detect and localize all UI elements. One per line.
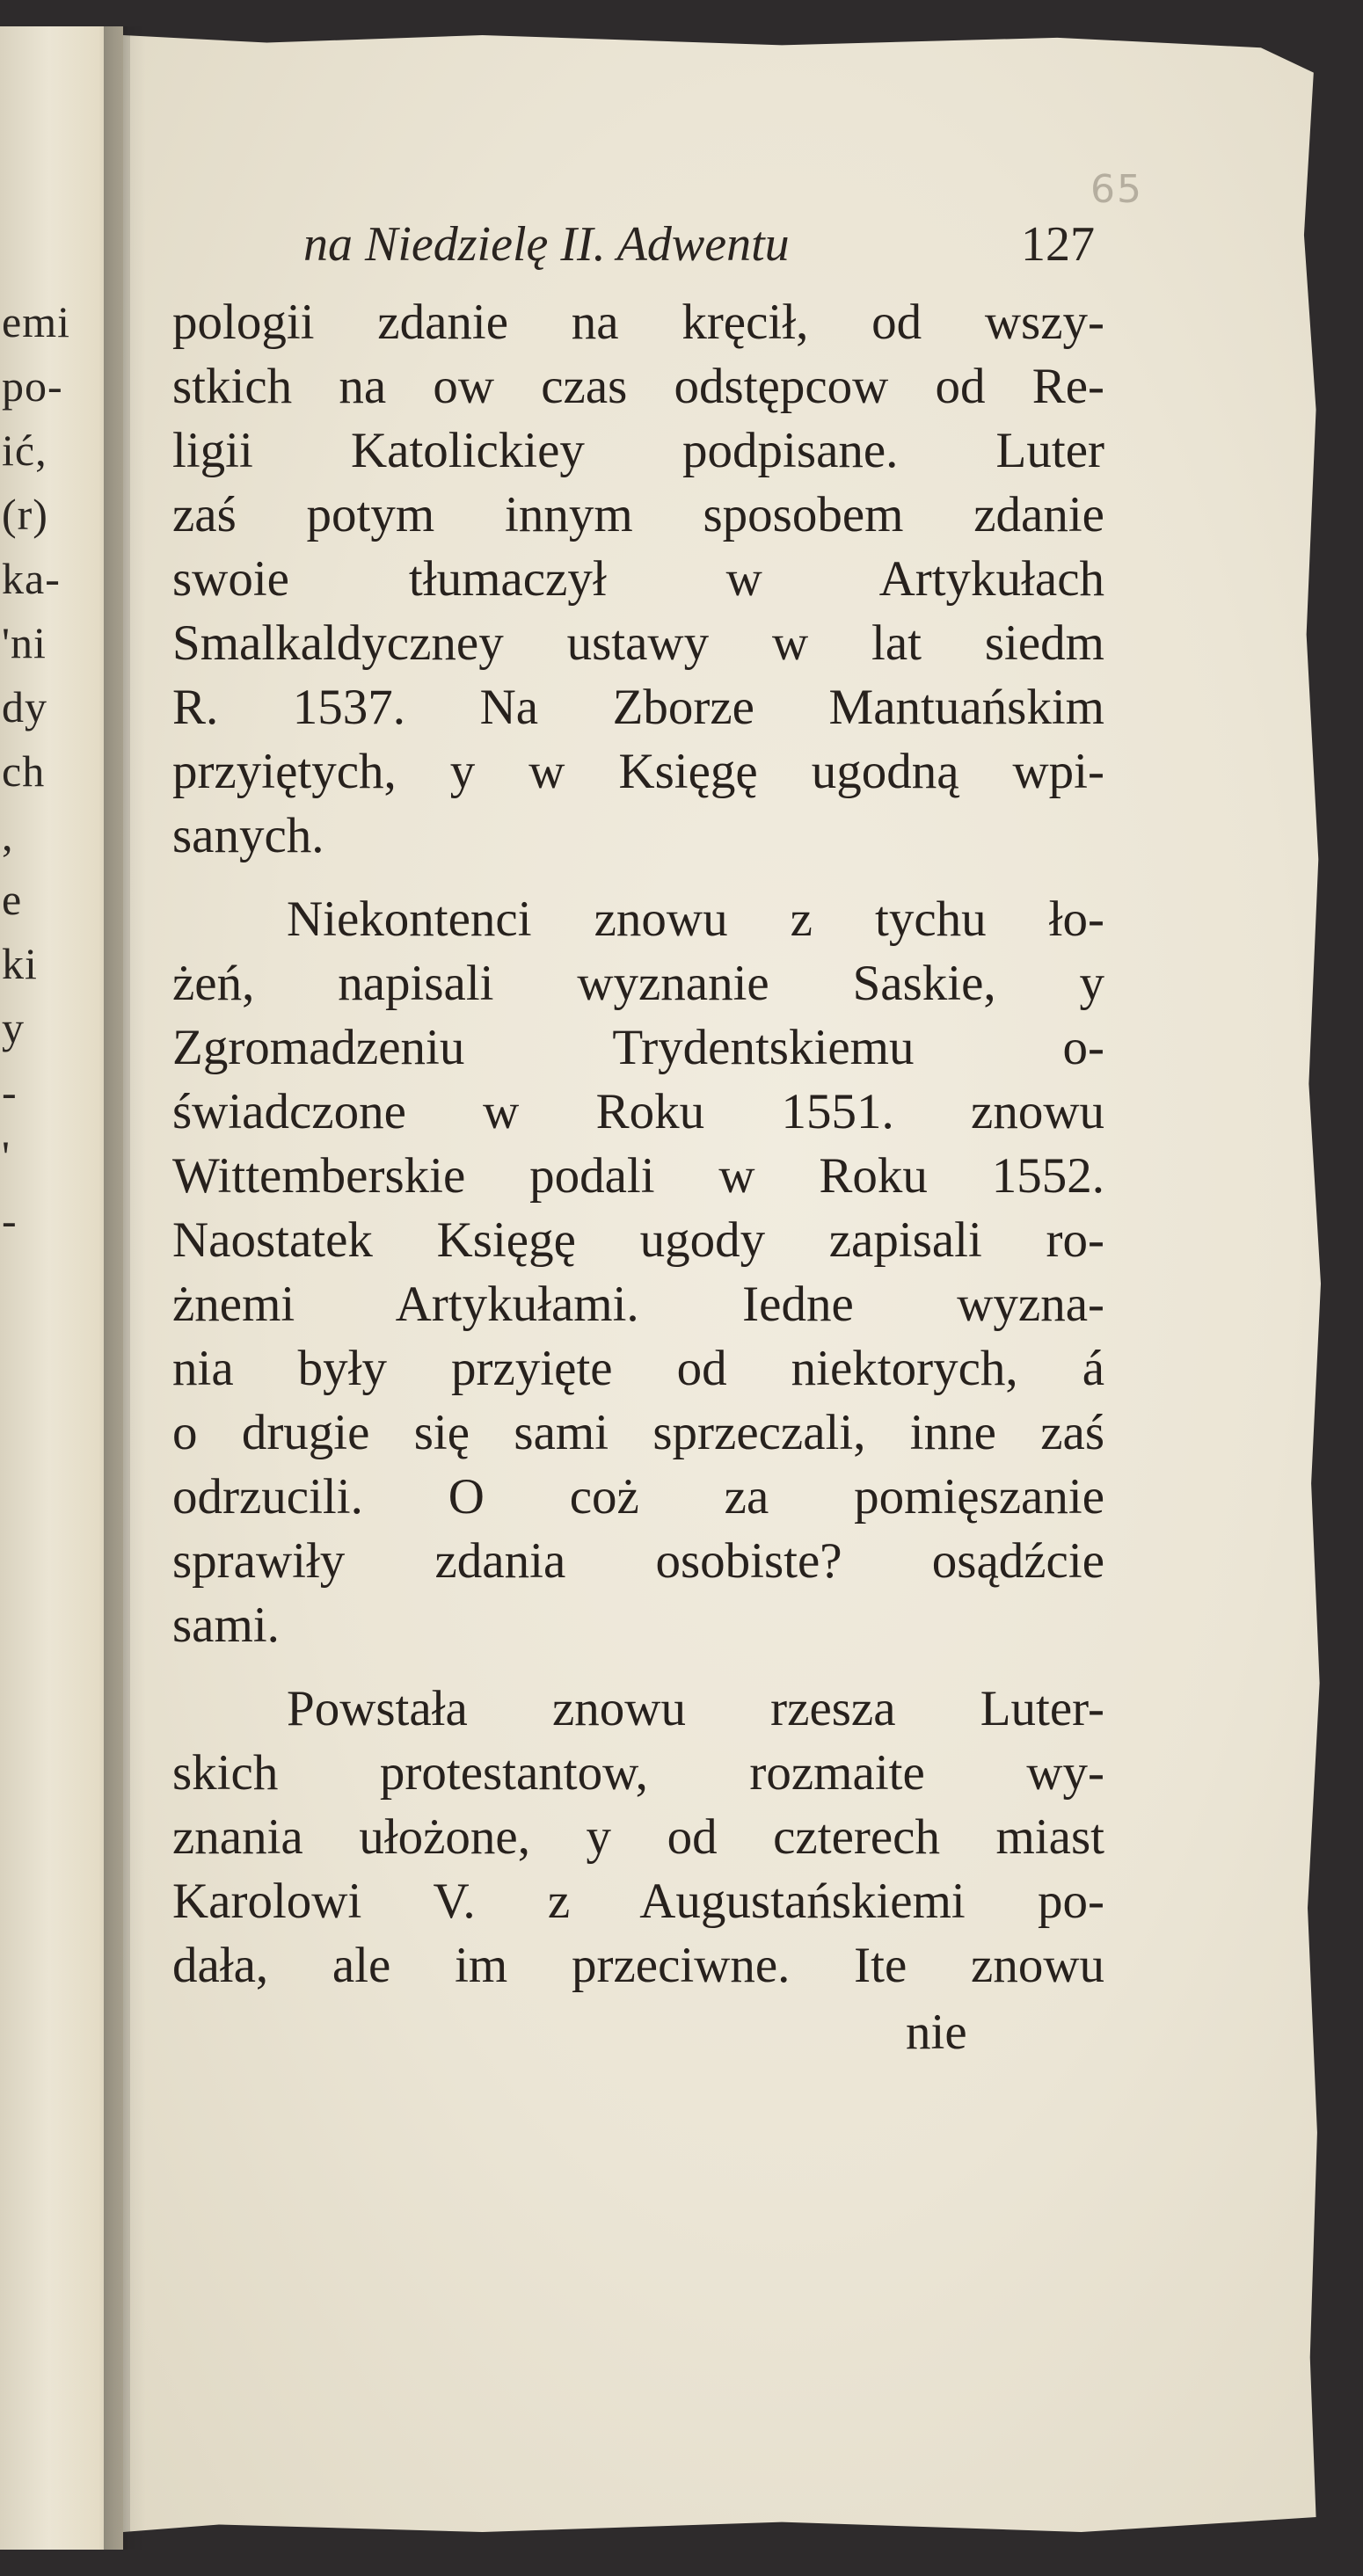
- fragment: ka-: [2, 554, 61, 603]
- fragment: -: [2, 1196, 18, 1245]
- page-number: 127: [1021, 217, 1095, 272]
- catchword: nie: [906, 2005, 967, 2060]
- text-line: przyiętych, y w Księgę ugodną wpi-: [172, 744, 1104, 799]
- page-body: [172, 290, 1104, 1997]
- text-line: żeń, napisali wyznanie Saskie, y: [172, 956, 1104, 1011]
- text-line: świadczone w Roku 1551. znowu: [172, 1084, 1104, 1139]
- fragment: 'ni: [2, 618, 47, 667]
- text-line: sprawiły zdania osobiste? osądźcie: [172, 1533, 1104, 1589]
- fragment: e: [2, 875, 23, 924]
- fragment: po-: [2, 361, 63, 411]
- fragment: -: [2, 1067, 18, 1117]
- text-line: Niekontenci znowu z tychu ło-: [287, 891, 1104, 947]
- fragment: ić,: [2, 426, 47, 475]
- fragment: y: [2, 1003, 25, 1052]
- text-line: zaś potym innym sposobem zdanie: [172, 487, 1104, 542]
- text-line: odrzucili. O coż za pomięszanie: [172, 1469, 1104, 1524]
- pencil-page-number: 65: [1090, 167, 1143, 212]
- text-line: Powstała znowu rzesza Luter-: [287, 1681, 1104, 1736]
- text-line: skich protestantow, rozmaite wy-: [172, 1745, 1104, 1801]
- text-line: sami.: [172, 1597, 280, 1653]
- text-line: żnemi Artykułami. Iedne wyzna-: [172, 1277, 1104, 1332]
- text-line: R. 1537. Na Zborze Mantuańskim: [172, 680, 1104, 735]
- running-header: [180, 214, 1095, 275]
- text-line: ligii Katolickiey podpisane. Luter: [172, 423, 1104, 478]
- fragment: ,: [2, 811, 14, 860]
- text-line: swoie tłumaczył w Artykułach: [172, 551, 1104, 607]
- fragment: emi: [2, 297, 70, 346]
- fragment: ': [2, 1132, 11, 1181]
- text-line: stkich na ow czas odstępcow od Re-: [172, 359, 1104, 414]
- previous-page-text-fragments: [2, 290, 116, 1253]
- fragment: (r): [2, 490, 48, 539]
- text-line: o drugie się sami sprzeczali, inne zaś: [172, 1405, 1104, 1460]
- text-line: Wittemberskie podali w Roku 1552.: [172, 1148, 1104, 1204]
- text-line: Zgromadzeniu Trydentskiemu o-: [172, 1020, 1104, 1075]
- text-line: dała, ale im przeciwne. Ite znowu: [172, 1938, 1104, 1993]
- text-line: sanych.: [172, 808, 324, 863]
- running-title: na Niedzielę II. Adwentu: [303, 217, 790, 272]
- text-line: Naostatek Księgę ugody zapisali ro-: [172, 1212, 1104, 1268]
- gutter-shadow: [104, 26, 146, 2550]
- fragment: ch: [2, 746, 46, 796]
- text-line: pologii zdanie na kręcił, od wszy-: [172, 295, 1104, 350]
- text-line: nia były przyięte od niektorych, á: [172, 1341, 1104, 1396]
- text-line: znania ułożone, y od czterech miast: [172, 1809, 1104, 1865]
- fragment: dy: [2, 682, 47, 731]
- text-line: Smalkaldyczney ustawy w lat siedm: [172, 615, 1104, 671]
- fragment: ki: [2, 939, 38, 988]
- text-line: Karolowi V. z Augustańskiemi po-: [172, 1874, 1104, 1929]
